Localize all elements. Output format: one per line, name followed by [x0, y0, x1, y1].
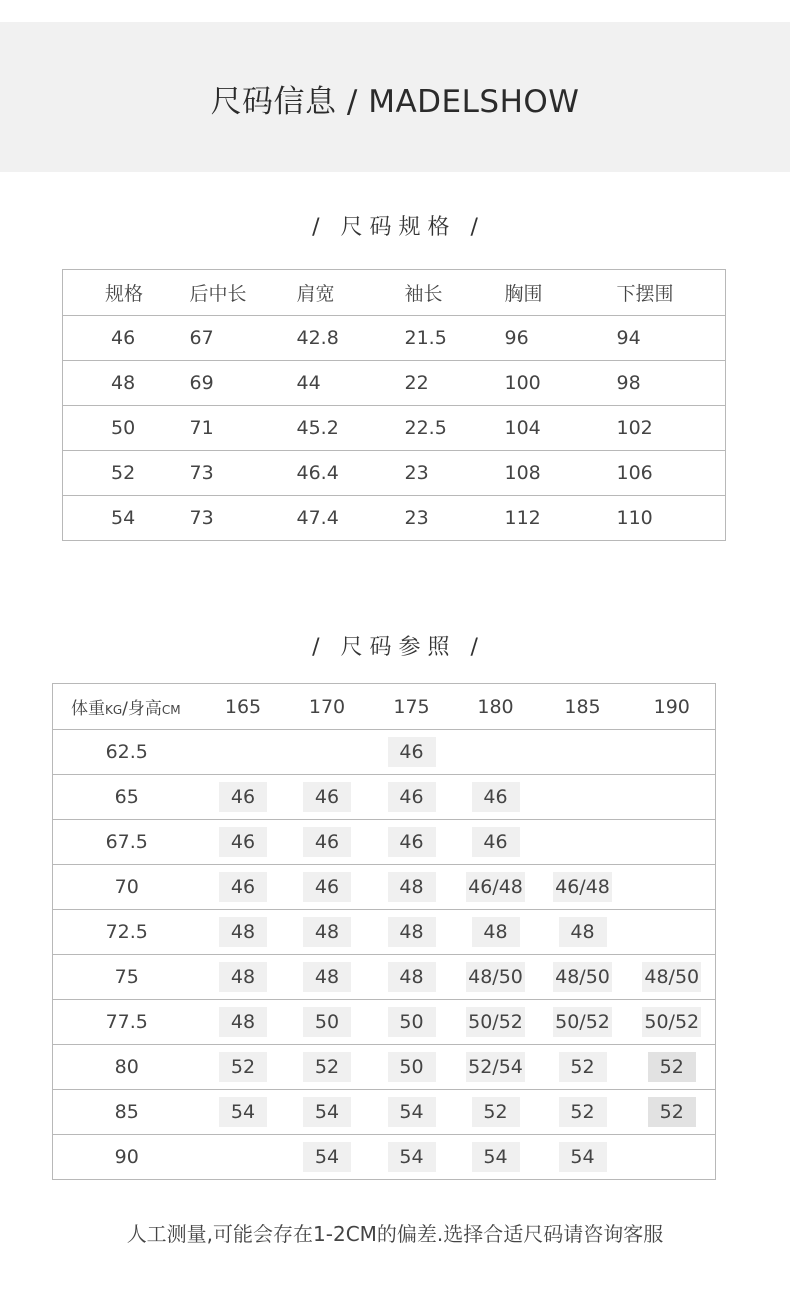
- table-row: [53, 1045, 716, 1090]
- size-value: 48: [559, 917, 607, 947]
- size-value: 46: [303, 827, 351, 857]
- table-row: [53, 730, 716, 775]
- size-cell: [201, 1090, 286, 1135]
- spec-cell: 73: [189, 462, 214, 484]
- size-cell: [201, 820, 286, 865]
- size-cell: [537, 955, 629, 1000]
- size-cell: [201, 955, 286, 1000]
- spec-cell: 102: [616, 417, 653, 439]
- size-value: 50: [388, 1052, 436, 1082]
- size-value: 50/52: [466, 1007, 525, 1037]
- size-value: 52/54: [466, 1052, 525, 1082]
- size-value: [648, 915, 696, 945]
- spec-cell: 94: [616, 327, 641, 349]
- spec-cell: 112: [504, 507, 541, 529]
- size-value: [219, 735, 267, 765]
- spec-cell: 46.4: [296, 462, 339, 484]
- spec-cell: 106: [616, 462, 653, 484]
- spec-cell: 100: [504, 372, 541, 394]
- size-cell: [629, 1045, 716, 1090]
- size-value: 46/48: [553, 872, 612, 902]
- size-cell: [537, 1045, 629, 1090]
- spec-cell: 98: [616, 372, 641, 394]
- spec-column-header: 胸围: [504, 283, 543, 305]
- height-label: 身高: [127, 699, 162, 719]
- table-row: [53, 865, 716, 910]
- table-row: [53, 910, 716, 955]
- size-value: 46: [219, 827, 267, 857]
- size-value: 46: [388, 827, 436, 857]
- size-cell: [201, 910, 286, 955]
- height-header: 190: [653, 695, 690, 718]
- size-value: 48: [303, 962, 351, 992]
- size-cell: [455, 1135, 537, 1180]
- weight-height-corner: [53, 684, 201, 730]
- size-cell: [369, 910, 455, 955]
- size-value: 52: [219, 1052, 267, 1082]
- size-value: [472, 735, 520, 765]
- table-row: [53, 1135, 716, 1180]
- spec-column-header: 袖长: [404, 283, 443, 305]
- size-cell: [286, 1135, 369, 1180]
- size-cell: [455, 1000, 537, 1045]
- size-cell: [455, 865, 537, 910]
- weight-cell: 77.5: [105, 1011, 148, 1033]
- spec-cell: 22: [404, 372, 429, 394]
- size-cell: [629, 1090, 716, 1135]
- spec-cell: 42.8: [296, 327, 339, 349]
- size-value: 46: [472, 827, 520, 857]
- size-value: 54: [388, 1142, 436, 1172]
- size-reference-table: [52, 683, 716, 1180]
- table-row: [63, 496, 726, 541]
- size-cell: [369, 1135, 455, 1180]
- size-value: 48: [219, 962, 267, 992]
- weight-cell: 67.5: [105, 831, 148, 853]
- spec-section-title: / 尺 码 规 格 /: [312, 215, 478, 240]
- size-value: 52: [472, 1097, 520, 1127]
- size-value: 52: [648, 1052, 696, 1082]
- spec-cell: 52: [111, 462, 136, 484]
- size-value: [303, 735, 351, 765]
- height-header: 180: [477, 695, 514, 718]
- spec-cell: 21.5: [404, 327, 447, 349]
- weight-cell: 90: [114, 1146, 139, 1168]
- size-value: [559, 780, 607, 810]
- size-value: 48: [472, 917, 520, 947]
- size-cell: [286, 775, 369, 820]
- table-row: [63, 361, 726, 406]
- size-value: 48: [219, 1007, 267, 1037]
- spec-cell: 110: [616, 507, 653, 529]
- size-cell: [201, 730, 286, 775]
- size-cell: [455, 820, 537, 865]
- spec-cell: 50: [111, 417, 136, 439]
- spec-cell: 23: [404, 507, 429, 529]
- spec-cell: 48: [111, 372, 136, 394]
- size-cell: [201, 865, 286, 910]
- weight-cell: 85: [114, 1101, 139, 1123]
- spec-column-header: 肩宽: [296, 283, 335, 305]
- size-cell: [286, 1090, 369, 1135]
- table-row: [53, 820, 716, 865]
- size-cell: [369, 820, 455, 865]
- table-row: [53, 1090, 716, 1135]
- size-value: 50/52: [553, 1007, 612, 1037]
- size-cell: [455, 730, 537, 775]
- size-value: 52: [303, 1052, 351, 1082]
- size-cell: [629, 775, 716, 820]
- size-cell: [629, 820, 716, 865]
- table-row: [53, 775, 716, 820]
- table-row: [53, 955, 716, 1000]
- spec-cell: 71: [189, 417, 214, 439]
- size-value: 46: [472, 782, 520, 812]
- size-value: 50/52: [642, 1007, 701, 1037]
- size-value: [648, 1140, 696, 1170]
- ref-header-row: [53, 684, 716, 730]
- spec-cell: 96: [504, 327, 529, 349]
- size-cell: [455, 1045, 537, 1090]
- spec-cell: 69: [189, 372, 214, 394]
- spec-column-header: 后中长: [189, 283, 247, 305]
- table-row: [63, 406, 726, 451]
- spec-cell: 47.4: [296, 507, 339, 529]
- height-header: 175: [393, 695, 430, 718]
- size-cell: [455, 1090, 537, 1135]
- size-cell: [369, 730, 455, 775]
- size-cell: [455, 910, 537, 955]
- weight-cell: 62.5: [105, 741, 148, 763]
- size-cell: [537, 820, 629, 865]
- size-cell: [455, 775, 537, 820]
- size-cell: [369, 955, 455, 1000]
- spec-cell: 44: [296, 372, 321, 394]
- size-value: 50: [388, 1007, 436, 1037]
- size-value: 48: [219, 917, 267, 947]
- size-cell: [537, 1135, 629, 1180]
- spec-cell: 108: [504, 462, 541, 484]
- size-cell: [629, 910, 716, 955]
- weight-cell: 80: [114, 1056, 139, 1078]
- size-value: 48: [388, 917, 436, 947]
- weight-cell: 75: [114, 966, 139, 988]
- height-header: 170: [308, 695, 346, 718]
- size-cell: [369, 1090, 455, 1135]
- size-cell: [201, 1000, 286, 1045]
- measurement-note: 人工测量,可能会存在1-2CM的偏差.选择合适尺码请咨询客服: [126, 1222, 664, 1246]
- size-cell: [629, 1000, 716, 1045]
- size-value: 54: [472, 1142, 520, 1172]
- size-value: 54: [219, 1097, 267, 1127]
- size-cell: [286, 865, 369, 910]
- spec-column-header: 下摆围: [616, 283, 674, 305]
- table-row: [53, 1000, 716, 1045]
- size-cell: [455, 955, 537, 1000]
- size-cell: [286, 730, 369, 775]
- size-cell: [286, 1045, 369, 1090]
- height-unit: CM: [161, 703, 181, 717]
- weight-unit: KG: [105, 703, 123, 717]
- size-cell: [629, 730, 716, 775]
- size-value: 48/50: [553, 962, 612, 992]
- size-cell: [369, 1045, 455, 1090]
- size-value: [559, 825, 607, 855]
- size-value: 48/50: [642, 962, 701, 992]
- size-cell: [629, 865, 716, 910]
- weight-cell: 72.5: [105, 921, 148, 943]
- size-value: 52: [559, 1052, 607, 1082]
- corner-separator: /: [122, 699, 128, 719]
- spec-column-header: 规格: [105, 283, 144, 305]
- size-value: 46: [388, 737, 436, 767]
- size-value: 54: [303, 1142, 351, 1172]
- weight-cell: 65: [114, 786, 139, 808]
- size-cell: [286, 910, 369, 955]
- spec-header-row: [63, 270, 726, 316]
- table-row: [63, 451, 726, 496]
- size-cell: [369, 775, 455, 820]
- size-value: [648, 870, 696, 900]
- size-value: 52: [648, 1097, 696, 1127]
- size-cell: [286, 955, 369, 1000]
- size-cell: [286, 1000, 369, 1045]
- spec-cell: 45.2: [296, 417, 339, 439]
- size-cell: [286, 820, 369, 865]
- size-value: 54: [303, 1097, 351, 1127]
- size-cell: [537, 865, 629, 910]
- spec-cell: 22.5: [404, 417, 447, 439]
- size-value: 46: [303, 872, 351, 902]
- size-cell: [201, 1135, 286, 1180]
- size-value: 54: [559, 1142, 607, 1172]
- size-value: [559, 735, 607, 765]
- size-value: 48: [388, 872, 436, 902]
- spec-cell: 67: [189, 327, 214, 349]
- size-cell: [537, 775, 629, 820]
- size-value: 52: [559, 1097, 607, 1127]
- table-row: [63, 316, 726, 361]
- size-value: 46/48: [466, 872, 525, 902]
- size-cell: [201, 775, 286, 820]
- size-cell: [629, 955, 716, 1000]
- size-value: [648, 825, 696, 855]
- size-value: 46: [219, 872, 267, 902]
- size-value: 54: [388, 1097, 436, 1127]
- size-value: 46: [219, 782, 267, 812]
- size-value: 48: [303, 917, 351, 947]
- size-value: [219, 1140, 267, 1170]
- size-cell: [537, 910, 629, 955]
- size-value: 48/50: [466, 962, 525, 992]
- size-value: [648, 780, 696, 810]
- height-header: 165: [224, 695, 262, 718]
- size-spec-table: [62, 269, 726, 541]
- size-cell: [369, 865, 455, 910]
- page-title: 尺码信息 / MADELSHOW: [210, 84, 580, 120]
- size-cell: [537, 1000, 629, 1045]
- size-cell: [537, 1090, 629, 1135]
- size-cell: [629, 1135, 716, 1180]
- spec-cell: 54: [111, 507, 136, 529]
- spec-cell: 73: [189, 507, 214, 529]
- size-value: [648, 735, 696, 765]
- weight-label: 体重: [71, 699, 105, 719]
- size-value: 48: [388, 962, 436, 992]
- size-cell: [537, 730, 629, 775]
- size-value: 46: [388, 782, 436, 812]
- spec-cell: 46: [111, 327, 136, 349]
- spec-cell: 23: [404, 462, 429, 484]
- size-cell: [201, 1045, 286, 1090]
- height-header: 185: [564, 695, 601, 718]
- ref-section-title: / 尺 码 参 照 /: [312, 635, 478, 660]
- size-value: 46: [303, 782, 351, 812]
- size-cell: [369, 1000, 455, 1045]
- size-value: 50: [303, 1007, 351, 1037]
- spec-cell: 104: [504, 417, 541, 439]
- weight-cell: 70: [114, 876, 139, 898]
